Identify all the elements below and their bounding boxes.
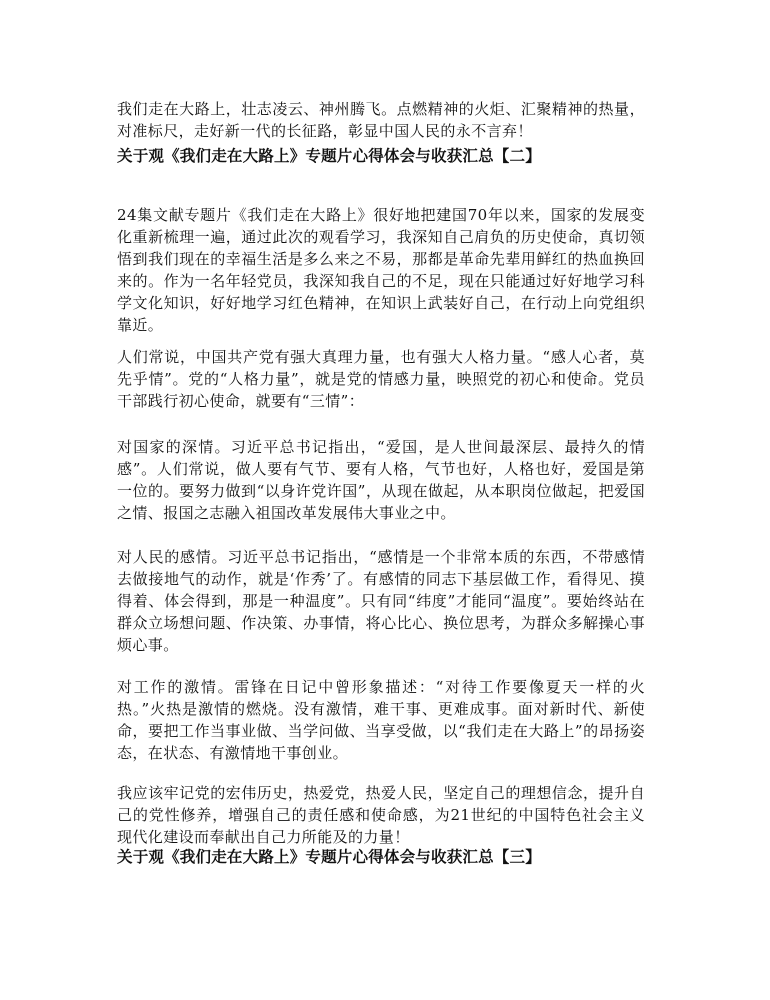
paragraph-documentary-reflection: 24集文献专题片《我们走在大路上》很好地把建国70年以来，国家的发展变化重新梳理一遍，通过此次的观看学习，我深知自己肩负的历史使命，真切领悟到我们现在的幸福生活是多么来之不易，那都是革命先辈用鲜红的热血换回来的。作为一名年轻党员，我深知我自己的不足，现在只能通过好好地学习科学文化知识，好好地学习红色精神，在知识上武装好自己，在行动上向党组织靠近。 — [117, 206, 645, 334]
paragraph-conclusion: 我应该牢记党的宏伟历史，热爱党，热爱人民，坚定自己的理想信念，提升自己的党性修养，增强自己的责任感和使命感，为21世纪的中国特色社会主义现代化建设而奉献出自己力所能及的力量！ — [117, 784, 645, 846]
paragraph-feeling-for-people: 对人民的感情。习近平总书记指出，“感情是一个非常本质的东西，不带感情去做接地气的动作，就是‘作秀’了。有感情的同志下基层做工作，看得见、摸得着、体会得到，那是一种温度”。只有同“纬度”才能同“温度”。要始终站在群众立场想问题、作决策、办事情，将心比心、换位思考，为群众多解操心事烦心事。 — [117, 548, 645, 654]
section-heading-2: 关于观《我们走在大路上》专题片心得体会与收获汇总【二】 — [117, 146, 541, 165]
paragraph-passion-for-work: 对工作的激情。雷锋在日记中曾形象描述：“对待工作要像夏天一样的火热。”火热是激情的燃烧。没有激情，难干事、更难成事。面对新时代、新使命，要把工作当事业做、当学问做、当享受做，以“我们走在大路上”的昂扬姿态，在状态、有激情地干事创业。 — [117, 678, 645, 762]
paragraph-love-for-country: 对国家的深情。习近平总书记指出，“爱国，是人世间最深层、最持久的情感”。人们常说，做人要有气节、要有人格，气节也好，人格也好，爱国是第一位的。要努力做到“以身许党许国”，从现在做起，从本职岗位做起，把爱国之情、报国之志融入祖国改革发展伟大事业之中。 — [117, 438, 645, 522]
section-heading-3: 关于观《我们走在大路上》专题片心得体会与收获汇总【三】 — [117, 847, 541, 866]
intro-paragraph: 我们走在大路上，壮志凌云、神州腾飞。点燃精神的火炬、汇聚精神的热量，对准标尺，走好新一代的长征路，彰显中国人民的永不言弃！ — [117, 100, 645, 140]
paragraph-three-feelings-intro: 人们常说，中国共产党有强大真理力量，也有强大人格力量。“感人心者，莫先乎情”。党的“人格力量”，就是党的情感力量，映照党的初心和使命。党员干部践行初心使命，就要有“三情”： — [117, 348, 645, 410]
